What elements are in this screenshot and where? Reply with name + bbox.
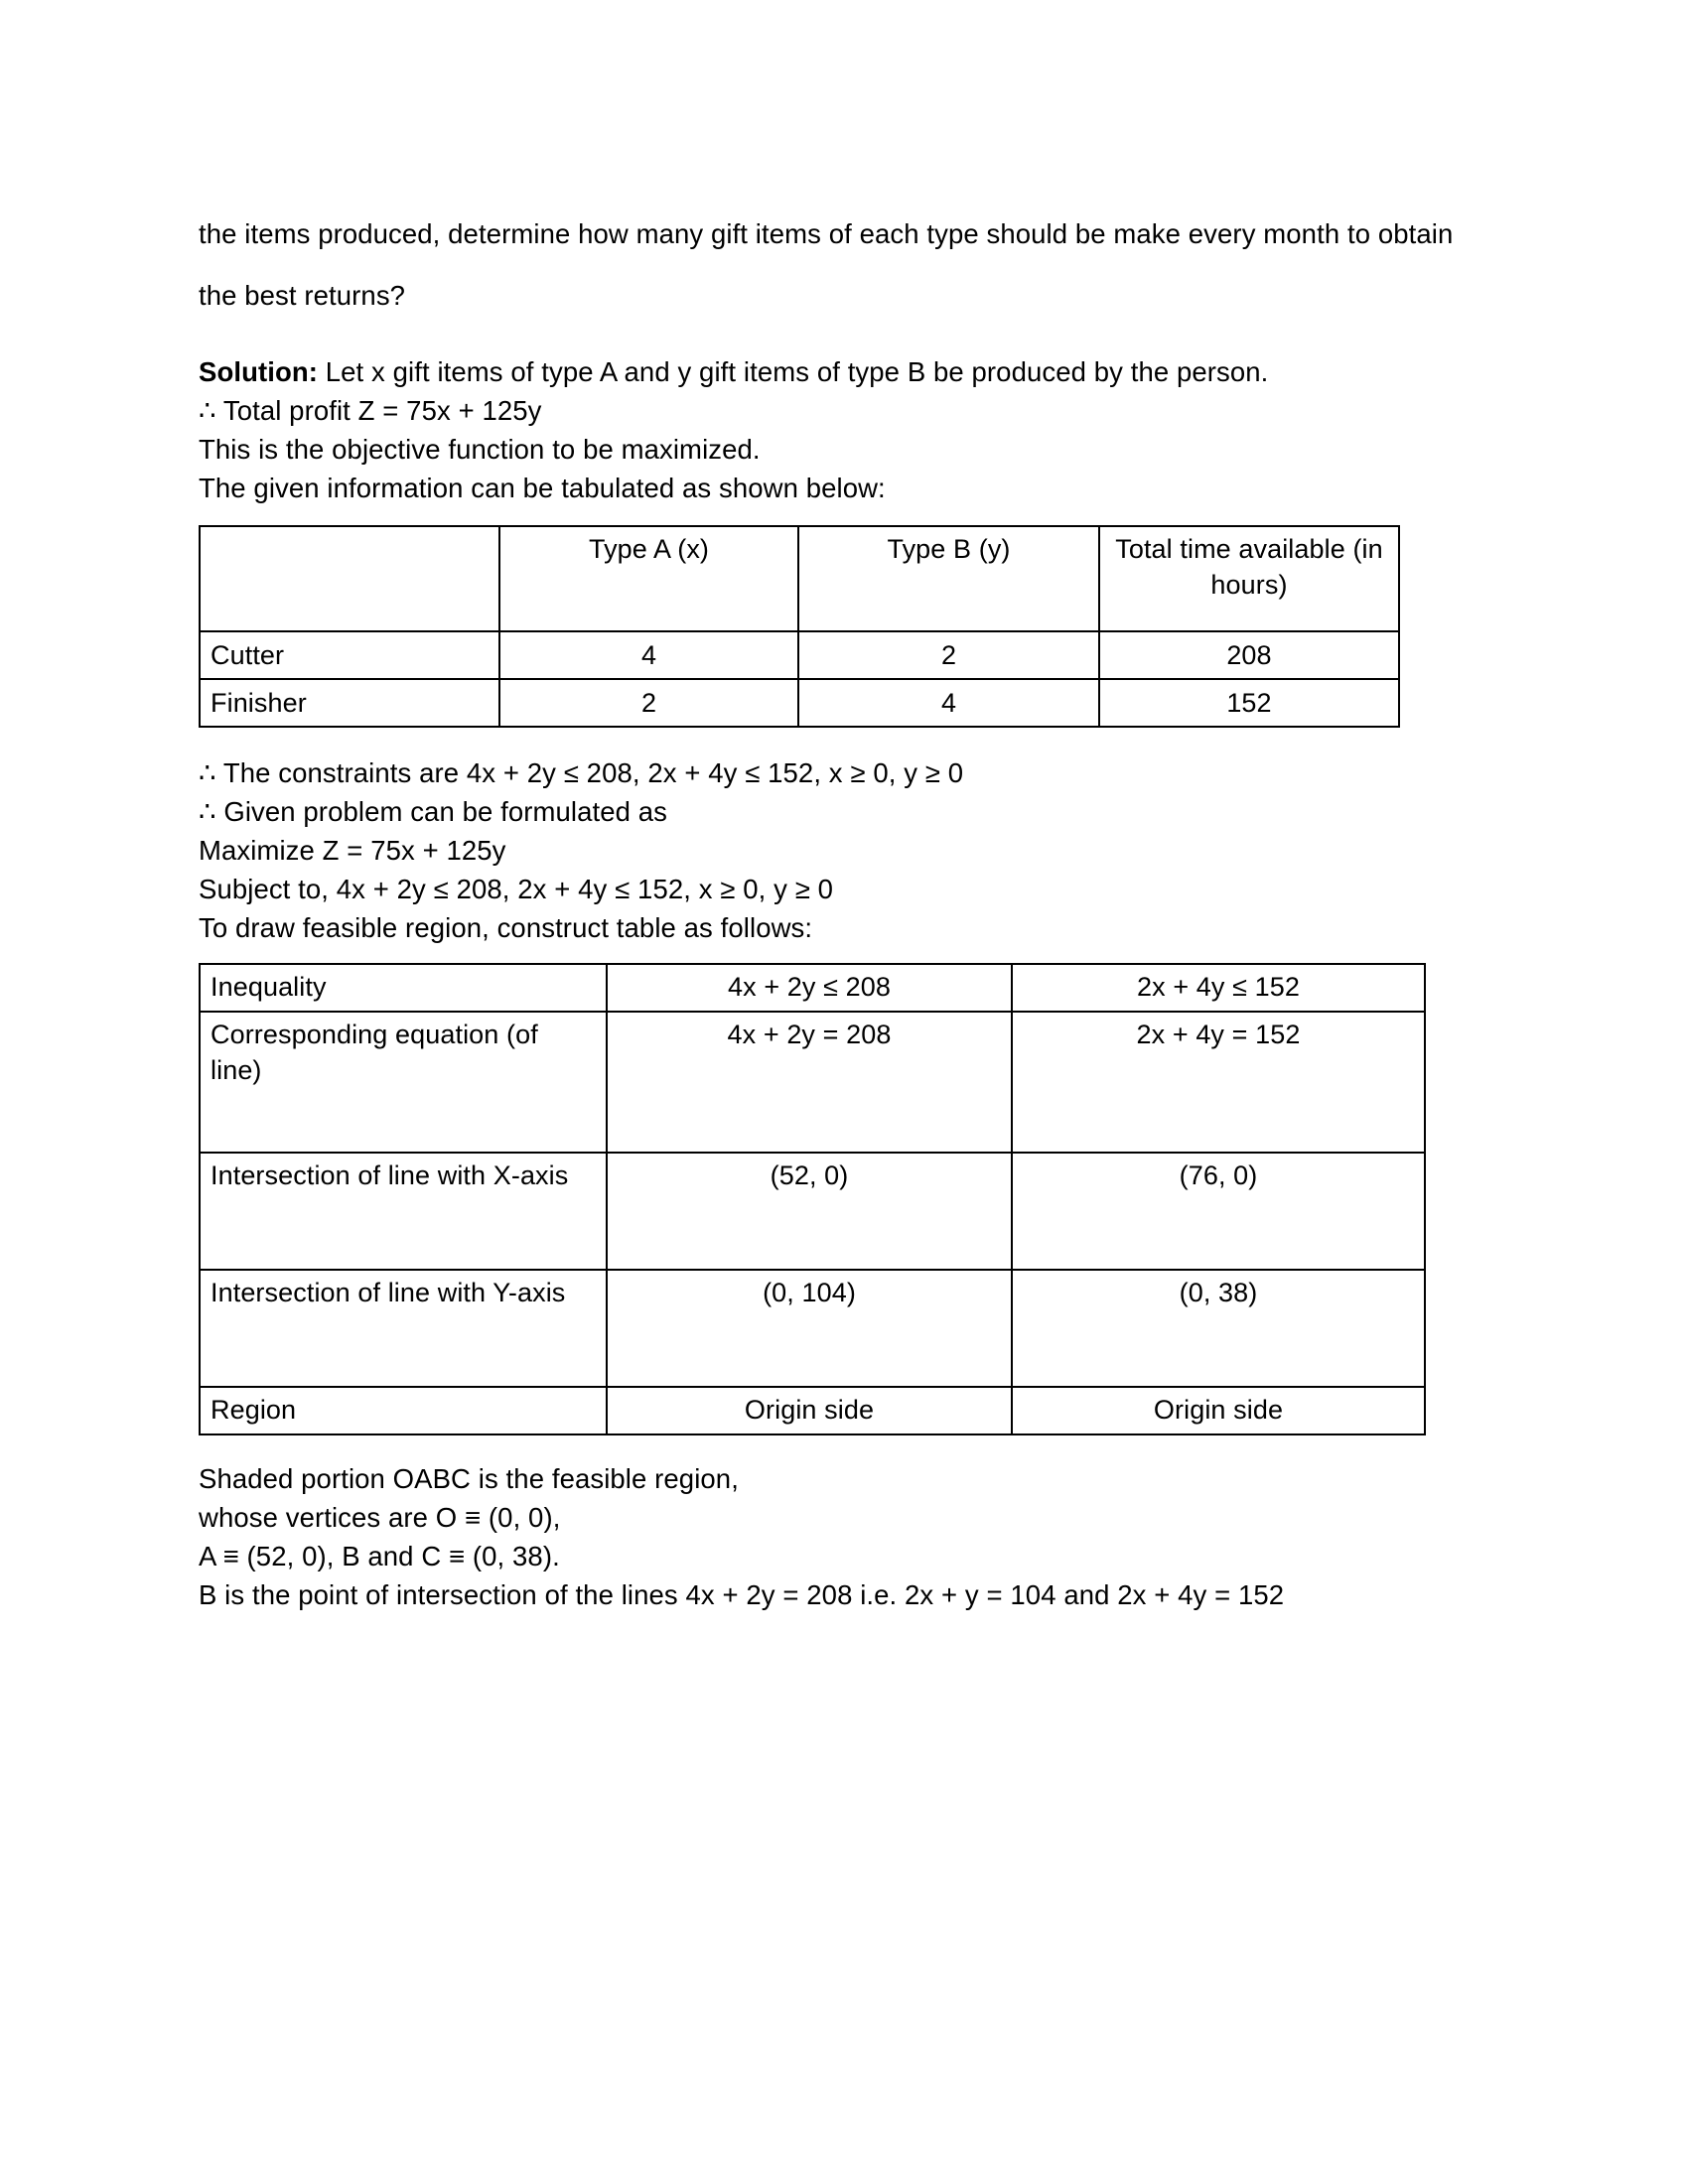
t1-row0-type-b: 2 (798, 631, 1099, 679)
table-row (200, 679, 1399, 727)
t2-row4-col1: Origin side (607, 1387, 1012, 1434)
t1-row0-total: 208 (1099, 631, 1399, 679)
subject-to-line: Subject to, 4x + 2y ≤ 208, 2x + 4y ≤ 152, x ≥ 0, y ≥ 0 (199, 874, 834, 904)
t2-row0-col2: 2x + 4y ≤ 152 (1012, 964, 1425, 1012)
t2-row1-col1: 4x + 2y = 208 (607, 1012, 1012, 1153)
table-row (200, 1387, 1425, 1434)
feasible-region-table (199, 963, 1426, 1435)
solution-profit-line: ∴ Total profit Z = 75x + 125y (199, 395, 542, 426)
t2-row4-col2: Origin side (1012, 1387, 1425, 1434)
solution-label: Solution: (199, 356, 319, 387)
resource-table-wrapper (199, 525, 1460, 728)
t2-row0-col1: 4x + 2y ≤ 208 (607, 964, 1012, 1012)
t1-header-type-b: Type B (y) (798, 526, 1099, 631)
closing-block (199, 1459, 1460, 1614)
table-row-header (200, 526, 1399, 631)
solution-objective-line: This is the objective function to be maximized. (199, 434, 761, 465)
t1-row1-type-a: 2 (499, 679, 798, 727)
maximize-line: Maximize Z = 75x + 125y (199, 835, 506, 866)
table-row (200, 1270, 1425, 1387)
t2-row2-col2: (76, 0) (1012, 1153, 1425, 1270)
closing-line-1: Shaded portion OABC is the feasible region, (199, 1463, 739, 1494)
t2-row2-col1: (52, 0) (607, 1153, 1012, 1270)
t1-header-total-time: Total time available (in hours) (1099, 526, 1399, 631)
formulation-block (199, 753, 1460, 947)
solution-tabulate-line: The given information can be tabulated as shown below: (199, 473, 886, 503)
t2-row4-label: Region (200, 1387, 607, 1434)
table-row (200, 1153, 1425, 1270)
intro-paragraph: the items produced, determine how many gift items of each type should be make every month to obtain the best returns? (199, 218, 1454, 311)
t2-row1-label: Corresponding equation (of line) (200, 1012, 607, 1153)
t2-row1-col2: 2x + 4y = 152 (1012, 1012, 1425, 1153)
table-row (200, 1012, 1425, 1153)
t2-row3-col2: (0, 38) (1012, 1270, 1425, 1387)
t1-row1-total: 152 (1099, 679, 1399, 727)
closing-line-2: whose vertices are O ≡ (0, 0), (199, 1502, 561, 1533)
feasible-region-line: To draw feasible region, construct table as follows: (199, 912, 813, 943)
t1-row0-type-a: 4 (499, 631, 798, 679)
t2-row0-label: Inequality (200, 964, 607, 1012)
formulated-line: ∴ Given problem can be formulated as (199, 796, 668, 827)
closing-line-4: B is the point of intersection of the lines 4x + 2y = 208 i.e. 2x + y = 104 and 2x + 4y = 152 (199, 1579, 1285, 1610)
t1-row1-type-b: 4 (798, 679, 1099, 727)
solution-lead-text: Let x gift items of type A and y gift items of type B be produced by the person. (318, 356, 1269, 387)
constraints-line: ∴ The constraints are 4x + 2y ≤ 208, 2x + 4y ≤ 152, x ≥ 0, y ≥ 0 (199, 757, 964, 788)
t1-row0-label: Cutter (200, 631, 499, 679)
t2-row2-label: Intersection of line with X-axis (200, 1153, 607, 1270)
document-content (199, 204, 1460, 1614)
table-row (200, 964, 1425, 1012)
closing-line-3: A ≡ (52, 0), B and C ≡ (0, 38). (199, 1541, 560, 1571)
feasible-region-table-wrapper (199, 963, 1460, 1435)
solution-block (199, 352, 1460, 507)
t2-row3-col1: (0, 104) (607, 1270, 1012, 1387)
resource-table (199, 525, 1400, 728)
table-row (200, 631, 1399, 679)
t1-header-type-a: Type A (x) (499, 526, 798, 631)
t2-row3-label: Intersection of line with Y-axis (200, 1270, 607, 1387)
solution-lead-line (199, 352, 1460, 391)
t1-row1-label: Finisher (200, 679, 499, 727)
t1-header-blank (200, 526, 499, 631)
